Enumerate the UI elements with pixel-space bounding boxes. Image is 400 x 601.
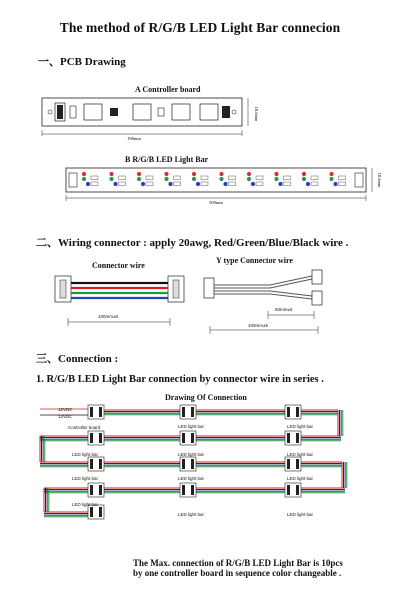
connector-pin bbox=[191, 433, 194, 443]
led-dot bbox=[137, 177, 141, 181]
resistor bbox=[284, 182, 291, 186]
max-connection-note: The Max. connection of R/G/B LED Light Bar is 10pcs by one controller board in sequence color changeable . bbox=[133, 558, 343, 578]
connector-pin bbox=[90, 433, 93, 443]
y-connector-label: Y type Connector wire bbox=[216, 256, 293, 265]
led-dot bbox=[168, 182, 172, 186]
resistor bbox=[229, 182, 236, 186]
connector-pin bbox=[287, 485, 290, 495]
board-b-height-dimension: 10.5mm bbox=[377, 172, 382, 188]
resistor bbox=[201, 182, 208, 186]
connector-pin bbox=[287, 459, 290, 469]
led-dot bbox=[329, 172, 333, 176]
led-bar-caption: LED light bar bbox=[72, 452, 99, 457]
led-dot bbox=[196, 182, 200, 186]
led-dot bbox=[219, 177, 223, 181]
drawing-of-connection-title: Drawing Of Connection bbox=[165, 393, 247, 402]
led-dot bbox=[278, 182, 282, 186]
resistor bbox=[146, 176, 153, 180]
led-bar-caption: LED light bar bbox=[178, 476, 205, 481]
connector-pin bbox=[191, 459, 194, 469]
connector-pin bbox=[182, 407, 185, 417]
connector-pin bbox=[182, 459, 185, 469]
resistor bbox=[229, 176, 236, 180]
led-dot bbox=[306, 182, 310, 186]
connector-pin bbox=[90, 407, 93, 417]
connector-pin bbox=[99, 507, 102, 517]
led-bar-caption: LED light bar bbox=[287, 452, 314, 457]
led-bar-caption: LED light bar bbox=[72, 476, 99, 481]
led-dot bbox=[137, 172, 141, 176]
led-bar-label: B R/G/B LED Light Bar bbox=[125, 155, 209, 164]
connector-pin bbox=[182, 485, 185, 495]
led-dot bbox=[141, 182, 145, 186]
controller-board-label: A Controller board bbox=[135, 85, 201, 94]
connector-pin bbox=[182, 433, 185, 443]
led-dot bbox=[247, 172, 251, 176]
board-a-width-dimension: 190mm bbox=[127, 136, 141, 141]
led-dot bbox=[109, 177, 113, 181]
led-dot bbox=[247, 177, 251, 181]
led-dot bbox=[302, 172, 306, 176]
connector-wire-drawing bbox=[55, 276, 184, 326]
connector-wire-label: Connector wire bbox=[92, 261, 145, 270]
controller-board-caption: Controller board bbox=[68, 425, 101, 430]
resistor bbox=[174, 182, 181, 186]
led-dot bbox=[302, 177, 306, 181]
connector-pin bbox=[99, 485, 102, 495]
connector-pin bbox=[90, 459, 93, 469]
led-dot bbox=[113, 182, 117, 186]
led-dot bbox=[223, 182, 227, 186]
board-a-height-dimension: 10.5mm bbox=[254, 106, 259, 122]
resistor bbox=[256, 176, 263, 180]
led-dot bbox=[82, 172, 86, 176]
input-label-top: 12VDC bbox=[58, 407, 73, 412]
connector-pin bbox=[296, 407, 299, 417]
controller-board-pcb bbox=[42, 98, 248, 136]
resistor bbox=[146, 182, 153, 186]
connector-pin bbox=[99, 459, 102, 469]
led-bar-caption: LED light bar bbox=[287, 424, 314, 429]
led-bar-caption: LED light bar bbox=[287, 512, 314, 517]
board-b-width-dimension: 500mm bbox=[209, 200, 223, 205]
led-bar-caption: LED light bar bbox=[287, 476, 314, 481]
led-bar-caption: LED light bar bbox=[178, 512, 205, 517]
section-pcb-heading: 一、PCB Drawing bbox=[38, 56, 126, 68]
connector-pin bbox=[90, 507, 93, 517]
led-dot bbox=[164, 177, 168, 181]
led-dot bbox=[164, 172, 168, 176]
resistor bbox=[119, 182, 126, 186]
y-connector-short-dimension: 50mm±5 bbox=[275, 307, 293, 312]
connector-pin bbox=[99, 433, 102, 443]
resistor bbox=[339, 182, 346, 186]
connector-pin bbox=[296, 485, 299, 495]
led-dot bbox=[251, 182, 255, 186]
led-dot bbox=[219, 172, 223, 176]
connector-pin bbox=[296, 459, 299, 469]
resistor bbox=[91, 182, 98, 186]
section-wiring-heading: 二、Wiring connector : apply 20awg, Red/Green/Blue/Black wire . bbox=[36, 237, 349, 249]
connector-pin bbox=[287, 407, 290, 417]
resistor bbox=[201, 176, 208, 180]
led-dot bbox=[329, 177, 333, 181]
connector-pin bbox=[191, 407, 194, 417]
resistor bbox=[311, 182, 318, 186]
led-dot bbox=[274, 177, 278, 181]
resistor bbox=[256, 182, 263, 186]
connector-pin bbox=[287, 433, 290, 443]
resistor bbox=[119, 176, 126, 180]
y-connector-long-dimension: 100mm±5 bbox=[248, 323, 268, 328]
connector-pin bbox=[296, 433, 299, 443]
led-dot bbox=[192, 177, 196, 181]
connector-wire-dimension: 100mm±5 bbox=[98, 314, 118, 319]
resistor bbox=[174, 176, 181, 180]
page-title: The method of R/G/B LED Light Bar connecion bbox=[59, 20, 341, 35]
led-bar-caption: LED light bar bbox=[178, 424, 205, 429]
section-connection-heading: 三、Connection : bbox=[36, 353, 119, 365]
led-dot bbox=[333, 182, 337, 186]
resistor bbox=[311, 176, 318, 180]
led-dot bbox=[109, 172, 113, 176]
connector-pin bbox=[191, 485, 194, 495]
led-bar-caption: LED light bar bbox=[72, 502, 99, 507]
connection-subheading: 1. R/G/B LED Light Bar connection by connector wire in series . bbox=[36, 374, 324, 385]
resistor bbox=[284, 176, 291, 180]
led-dot bbox=[82, 177, 86, 181]
resistor bbox=[339, 176, 346, 180]
led-bar-caption: LED light bar bbox=[178, 452, 205, 457]
connector-pin bbox=[90, 485, 93, 495]
resistor bbox=[91, 176, 98, 180]
led-dot bbox=[192, 172, 196, 176]
connector-pin bbox=[99, 407, 102, 417]
input-label-bottom: 12VDC bbox=[58, 414, 73, 419]
led-dot bbox=[274, 172, 278, 176]
led-dot bbox=[86, 182, 90, 186]
